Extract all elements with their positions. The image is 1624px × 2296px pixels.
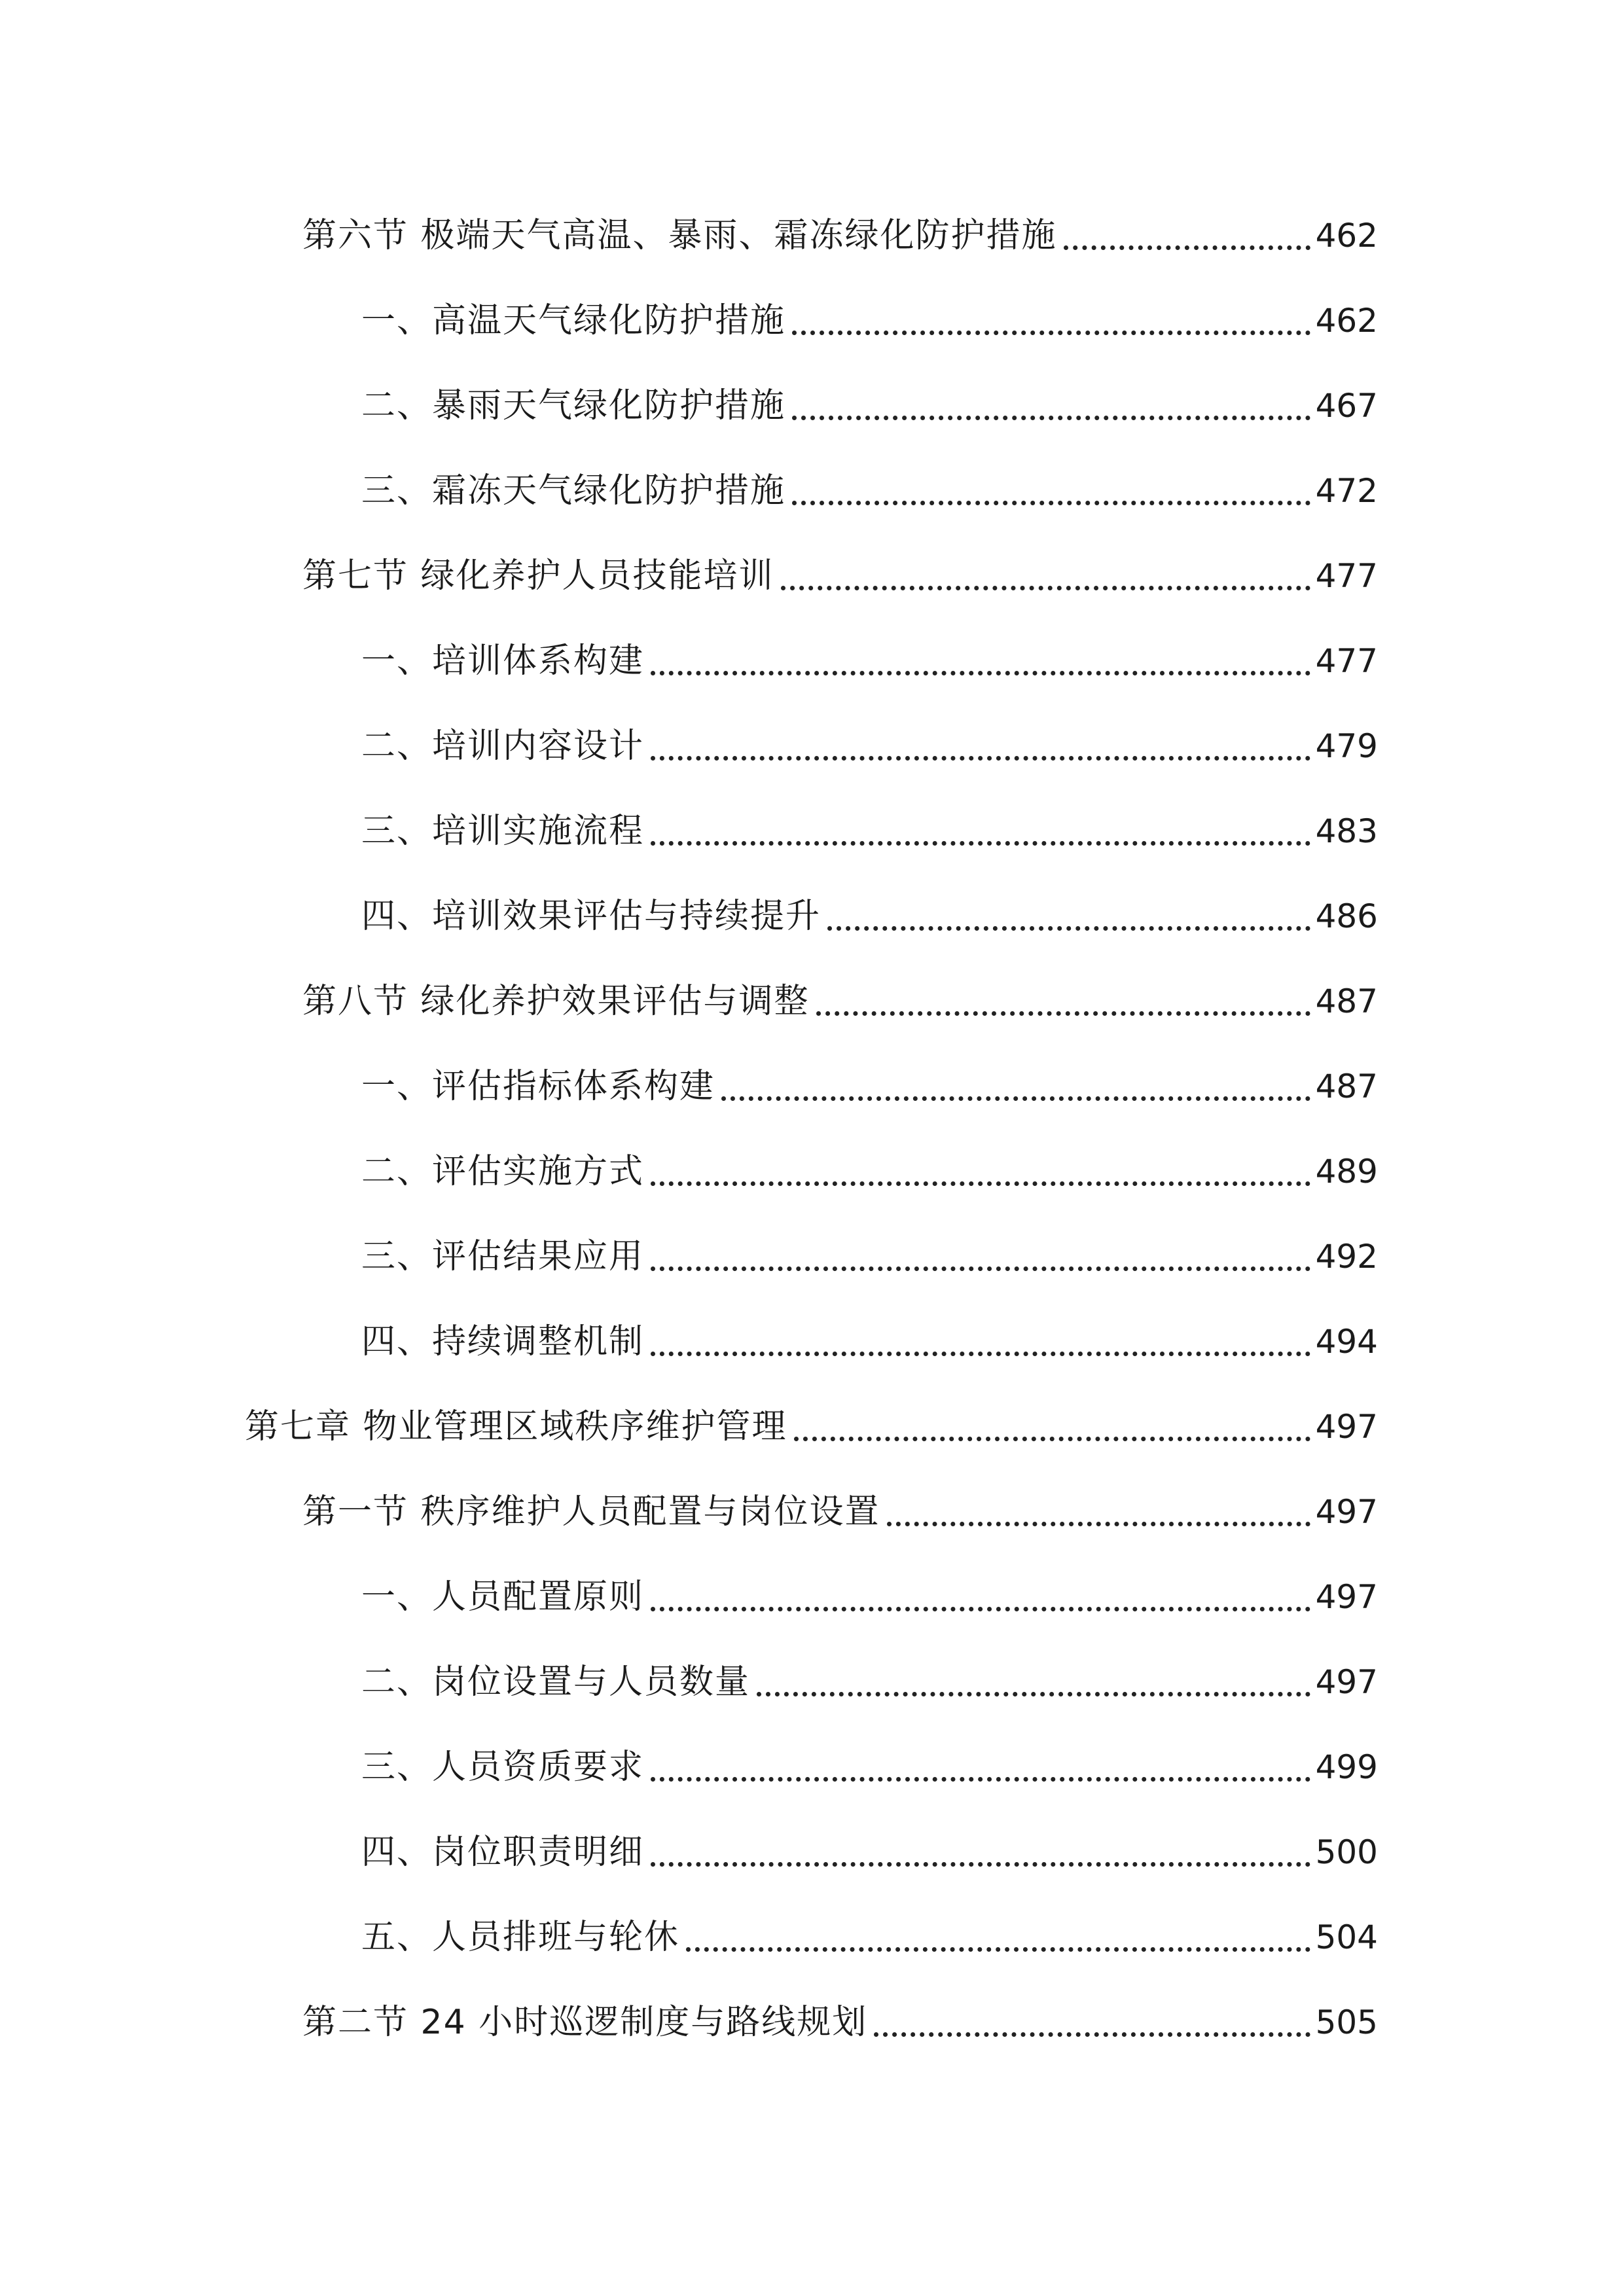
toc-page-number: 472 bbox=[1315, 472, 1378, 510]
toc-entry-item[interactable] bbox=[361, 890, 1378, 942]
toc-entry-title: 第七章 物业管理区域秩序维护管理 bbox=[245, 1407, 787, 1446]
toc-entry-title: 二、培训内容设计 bbox=[361, 726, 645, 766]
toc-page-number: 486 bbox=[1315, 897, 1378, 935]
toc-entry-title: 一、人员配置原则 bbox=[361, 1577, 645, 1617]
toc-entry-item[interactable] bbox=[361, 1911, 1378, 1964]
dot-leader bbox=[887, 1522, 1310, 1526]
dot-leader bbox=[686, 1947, 1310, 1952]
toc-entry-title: 第六节 极端天气高温、暴雨、霜冻绿化防护措施 bbox=[302, 216, 1057, 255]
toc-entry-item[interactable] bbox=[361, 1145, 1378, 1198]
toc-entry-title: 一、评估指标体系构建 bbox=[361, 1067, 715, 1106]
dot-leader bbox=[721, 1096, 1310, 1101]
toc-entry-item[interactable] bbox=[361, 1060, 1378, 1113]
dot-leader bbox=[827, 926, 1310, 931]
toc-page-number: 497 bbox=[1315, 1493, 1378, 1531]
toc-page-number: 505 bbox=[1315, 2003, 1378, 2041]
dot-leader bbox=[651, 1607, 1310, 1611]
toc-page-number: 479 bbox=[1315, 727, 1378, 765]
toc-entry-title: 第二节 24 小时巡逻制度与路线规划 bbox=[302, 2003, 868, 2042]
toc-page-number: 499 bbox=[1315, 1748, 1378, 1786]
toc-page-number: 487 bbox=[1315, 982, 1378, 1020]
toc-entry-item[interactable] bbox=[361, 1316, 1378, 1368]
toc-page-number: 497 bbox=[1315, 1408, 1378, 1446]
toc-entry-title: 三、评估结果应用 bbox=[361, 1237, 645, 1276]
dot-leader bbox=[792, 416, 1310, 420]
toc-entry-title: 第七节 绿化养护人员技能培训 bbox=[302, 556, 774, 596]
toc-entry-item[interactable] bbox=[361, 805, 1378, 857]
toc-entry-item[interactable] bbox=[361, 720, 1378, 772]
dot-leader bbox=[651, 756, 1310, 761]
toc-page-number: 489 bbox=[1315, 1153, 1378, 1191]
dot-leader bbox=[1064, 245, 1310, 250]
dot-leader bbox=[651, 1777, 1310, 1782]
toc-entry-chapter-7[interactable] bbox=[245, 1401, 1378, 1453]
toc-entry-title: 一、高温天气绿化防护措施 bbox=[361, 301, 786, 340]
dot-leader bbox=[651, 841, 1310, 846]
toc-page-number: 494 bbox=[1315, 1323, 1378, 1361]
toc-page-number: 467 bbox=[1315, 387, 1378, 425]
toc-page-number: 487 bbox=[1315, 1067, 1378, 1105]
toc-entry-item[interactable] bbox=[361, 1741, 1378, 1793]
toc-entry-title: 第一节 秩序维护人员配置与岗位设置 bbox=[302, 1492, 880, 1532]
toc-page-number: 483 bbox=[1315, 812, 1378, 850]
dot-leader bbox=[792, 501, 1310, 505]
dot-leader bbox=[651, 671, 1310, 675]
toc-entry-title: 四、持续调整机制 bbox=[361, 1322, 645, 1361]
toc-entry-section-2[interactable] bbox=[302, 1996, 1378, 2049]
toc-page-number: 462 bbox=[1315, 217, 1378, 255]
dot-leader bbox=[651, 1352, 1310, 1356]
toc-entry-title: 五、人员排班与轮休 bbox=[361, 1918, 680, 1957]
dot-leader bbox=[816, 1011, 1310, 1016]
toc-entry-item[interactable] bbox=[361, 1230, 1378, 1283]
dot-leader bbox=[874, 2032, 1310, 2037]
toc-page-number: 492 bbox=[1315, 1238, 1378, 1276]
toc-entry-title: 三、人员资质要求 bbox=[361, 1748, 645, 1787]
toc-entry-title: 二、岗位设置与人员数量 bbox=[361, 1662, 751, 1702]
toc-page-number: 497 bbox=[1315, 1578, 1378, 1616]
toc-entry-section-6[interactable] bbox=[302, 209, 1378, 262]
toc-entry-item[interactable] bbox=[361, 465, 1378, 517]
toc-page-number: 477 bbox=[1315, 557, 1378, 595]
toc-entry-item[interactable] bbox=[361, 380, 1378, 432]
dot-leader bbox=[781, 586, 1310, 590]
toc-page-number: 500 bbox=[1315, 1833, 1378, 1871]
dot-leader bbox=[651, 1181, 1310, 1186]
toc-entry-title: 四、培训效果评估与持续提升 bbox=[361, 897, 821, 936]
toc-entry-item[interactable] bbox=[361, 1571, 1378, 1623]
toc-page-number: 462 bbox=[1315, 302, 1378, 340]
toc-entry-title: 二、暴雨天气绿化防护措施 bbox=[361, 386, 786, 425]
toc-entry-title: 三、培训实施流程 bbox=[361, 812, 645, 851]
toc-page-number: 497 bbox=[1315, 1663, 1378, 1701]
toc-entry-item[interactable] bbox=[361, 635, 1378, 687]
dot-leader bbox=[792, 331, 1310, 335]
dot-leader bbox=[651, 1266, 1310, 1271]
toc-entry-title: 三、霜冻天气绿化防护措施 bbox=[361, 471, 786, 511]
toc-entry-title: 一、培训体系构建 bbox=[361, 641, 645, 681]
dot-leader bbox=[794, 1437, 1310, 1441]
toc-page-number: 477 bbox=[1315, 642, 1378, 680]
dot-leader bbox=[757, 1692, 1310, 1696]
toc-entry-section-1[interactable] bbox=[302, 1486, 1378, 1538]
toc-entry-item[interactable] bbox=[361, 1826, 1378, 1878]
toc-entry-title: 二、评估实施方式 bbox=[361, 1152, 645, 1191]
toc-entry-title: 第八节 绿化养护效果评估与调整 bbox=[302, 982, 810, 1021]
dot-leader bbox=[651, 1862, 1310, 1867]
toc-entry-title: 四、岗位职责明细 bbox=[361, 1833, 645, 1872]
toc-entry-section-8[interactable] bbox=[302, 975, 1378, 1028]
toc-page-number: 504 bbox=[1315, 1918, 1378, 1956]
toc-entry-section-7[interactable] bbox=[302, 550, 1378, 602]
toc-entry-item[interactable] bbox=[361, 295, 1378, 347]
toc-entry-item[interactable] bbox=[361, 1656, 1378, 1708]
